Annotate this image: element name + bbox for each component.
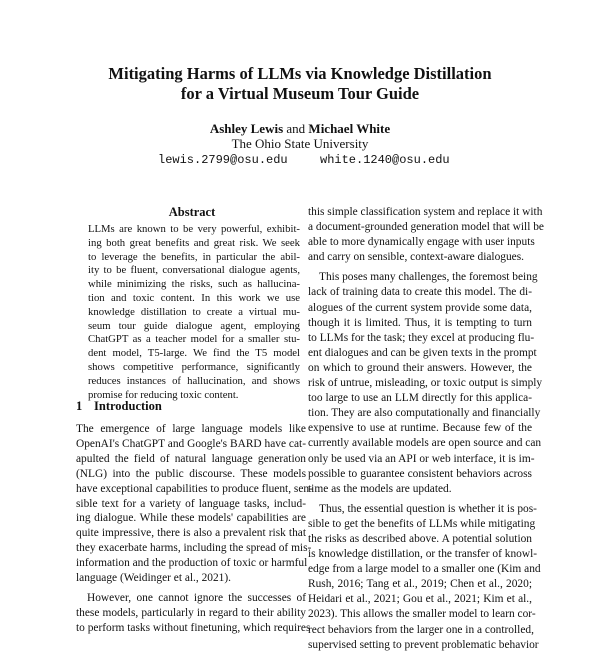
text-line: a document-grounded generation model that will be — [308, 221, 544, 234]
text-line: lack of training data to create this model. The di- — [308, 286, 532, 299]
author-connector: and — [286, 121, 306, 136]
email-white: white.1240@osu.edu — [320, 153, 450, 167]
paragraph — [76, 422, 313, 586]
email-lewis: lewis.2799@osu.edu — [158, 153, 288, 167]
text-line: LLMs are known to be very powerful, exhibit- — [88, 223, 300, 235]
text-line: sible text for a variety of language tasks, includ- — [76, 497, 306, 510]
text-line: possible to guarantee consistent behaviors across — [308, 467, 532, 480]
text-line: ent dialogues and can be given texts in the prompt — [308, 346, 537, 359]
text-line: these models, particularly in regard to their ability — [76, 606, 306, 619]
text-line: too large to use an LLM directly for this applica- — [308, 392, 532, 405]
text-line: currently available models are open source and can — [308, 437, 542, 450]
author-line — [0, 121, 600, 137]
paper-title — [0, 64, 600, 104]
text-line: language (Weidinger et al., 2021). — [76, 572, 232, 585]
text-line: and carry on sensible, context-aware dialogues. — [308, 251, 525, 264]
abstract-body — [88, 223, 300, 402]
title-line-2: for a Virtual Museum Tour Guide — [180, 84, 420, 103]
text-line: able to more dynamically engage with user inputs — [308, 236, 535, 249]
text-line: on which to ground their answers. However, the — [308, 361, 532, 374]
text-line: to perform tasks without finetuning, which requires — [76, 621, 311, 634]
paragraph — [308, 270, 543, 496]
text-line: only be used via an API or web interface, it is im- — [308, 452, 535, 465]
text-line: the risks as described above. A potential solution — [308, 532, 532, 545]
text-line: edge from a large model to a smaller one (Kim and — [308, 563, 541, 576]
text-line: reduces instances of hallucination, and shows — [88, 374, 300, 387]
text-line: risk of untrue, misleading, or toxic output is simply — [308, 377, 543, 390]
text-line: to leverage the benefits, in particular the abil- — [88, 250, 300, 263]
text-line: apulted the field of natural language generation — [76, 452, 306, 465]
text-line: time as the models are updated. — [308, 482, 452, 495]
text-line: Thus, the essential question is whether it is pos- — [319, 502, 537, 515]
text-line: 2023). This allows the smaller model to learn cor- — [308, 608, 536, 621]
text-line: ing dialogue. While these models' capabilities are — [76, 512, 306, 525]
paragraph — [308, 205, 544, 265]
text-line: while minimizing the risks, such as hallucina- — [88, 278, 300, 291]
author-1: Ashley Lewis — [209, 121, 284, 136]
text-line: have exceptional capabilities to produce fluent, sen- — [76, 482, 313, 495]
paragraph — [308, 502, 541, 653]
text-line: shows competitive performance, significantly — [88, 360, 300, 373]
text-line: seum tour guide dialogue agent, employing — [88, 319, 300, 332]
paragraph — [76, 591, 311, 636]
abstract-heading: Abstract — [168, 205, 216, 219]
text-line: quite impressive, there is also a prevalent risk that — [76, 527, 306, 540]
text-line: This poses many challenges, the foremost being — [319, 271, 538, 284]
section-title: Introduction — [94, 399, 162, 413]
text-line: promise for reducing toxic content. — [88, 388, 239, 401]
section-number: 1 — [76, 399, 83, 413]
text-line: knowledge distillation to create a virtual mu- — [88, 305, 300, 318]
text-line: Rush, 2016; Tang et al., 2019; Chen et al., 2020; — [308, 578, 532, 591]
text-line: ing both great benefits and great risk. We seek — [88, 236, 300, 249]
author-2: Michael White — [308, 121, 391, 136]
text-line: The emergence of large language models like — [76, 423, 306, 435]
text-line: tion and toxic content. In this work we use — [88, 291, 300, 304]
text-line: they exacerbate harms, including the spread of mis- — [76, 542, 312, 555]
text-line: expensive to use at runtime. Because few of the — [308, 422, 532, 435]
text-line: Heidari et al., 2021; Gou et al., 2021; Kim et al., — [308, 593, 532, 606]
text-line: information and the production of toxic or harmful — [76, 557, 308, 570]
text-line: ity to be fluent, conversational dialogue agents, — [88, 264, 300, 277]
text-line: to LLMs for the task; they excel at producing flu- — [308, 331, 535, 344]
left-column-text — [76, 422, 313, 636]
text-line: (NLG) into the public discourse. These models — [76, 467, 306, 480]
text-line: alogues of the current system provide some data, — [308, 301, 532, 314]
right-column-text — [308, 205, 544, 653]
text-line: tion. They are also computationally and financially — [308, 407, 541, 420]
text-line: sible to get the benefits of LLMs while mitigating — [308, 517, 536, 530]
text-line: ChatGPT as a teacher model for a smaller stu- — [88, 333, 300, 346]
affiliation: The Ohio State University — [231, 136, 369, 151]
text-line: dent model, T5-large. We find the T5 model — [88, 347, 300, 360]
section-heading-introduction — [76, 398, 162, 414]
title-line-1: Mitigating Harms of LLMs via Knowledge Distillation — [108, 64, 492, 83]
text-line: However, one cannot ignore the successes of — [87, 591, 306, 604]
text-line: OpenAI's ChatGPT and Google's BARD have cat- — [76, 437, 306, 450]
text-line: is knowledge distillation, or the transfer of knowl- — [308, 548, 538, 561]
text-line: supervised setting to prevent problematic behavior — [308, 638, 539, 651]
text-line: this simple classification system and replace it with — [308, 206, 543, 218]
text-line: rect behaviors from the larger one in a controlled, — [308, 623, 534, 636]
text-line: though it is limited. Thus, it is tempting to turn — [308, 316, 532, 329]
